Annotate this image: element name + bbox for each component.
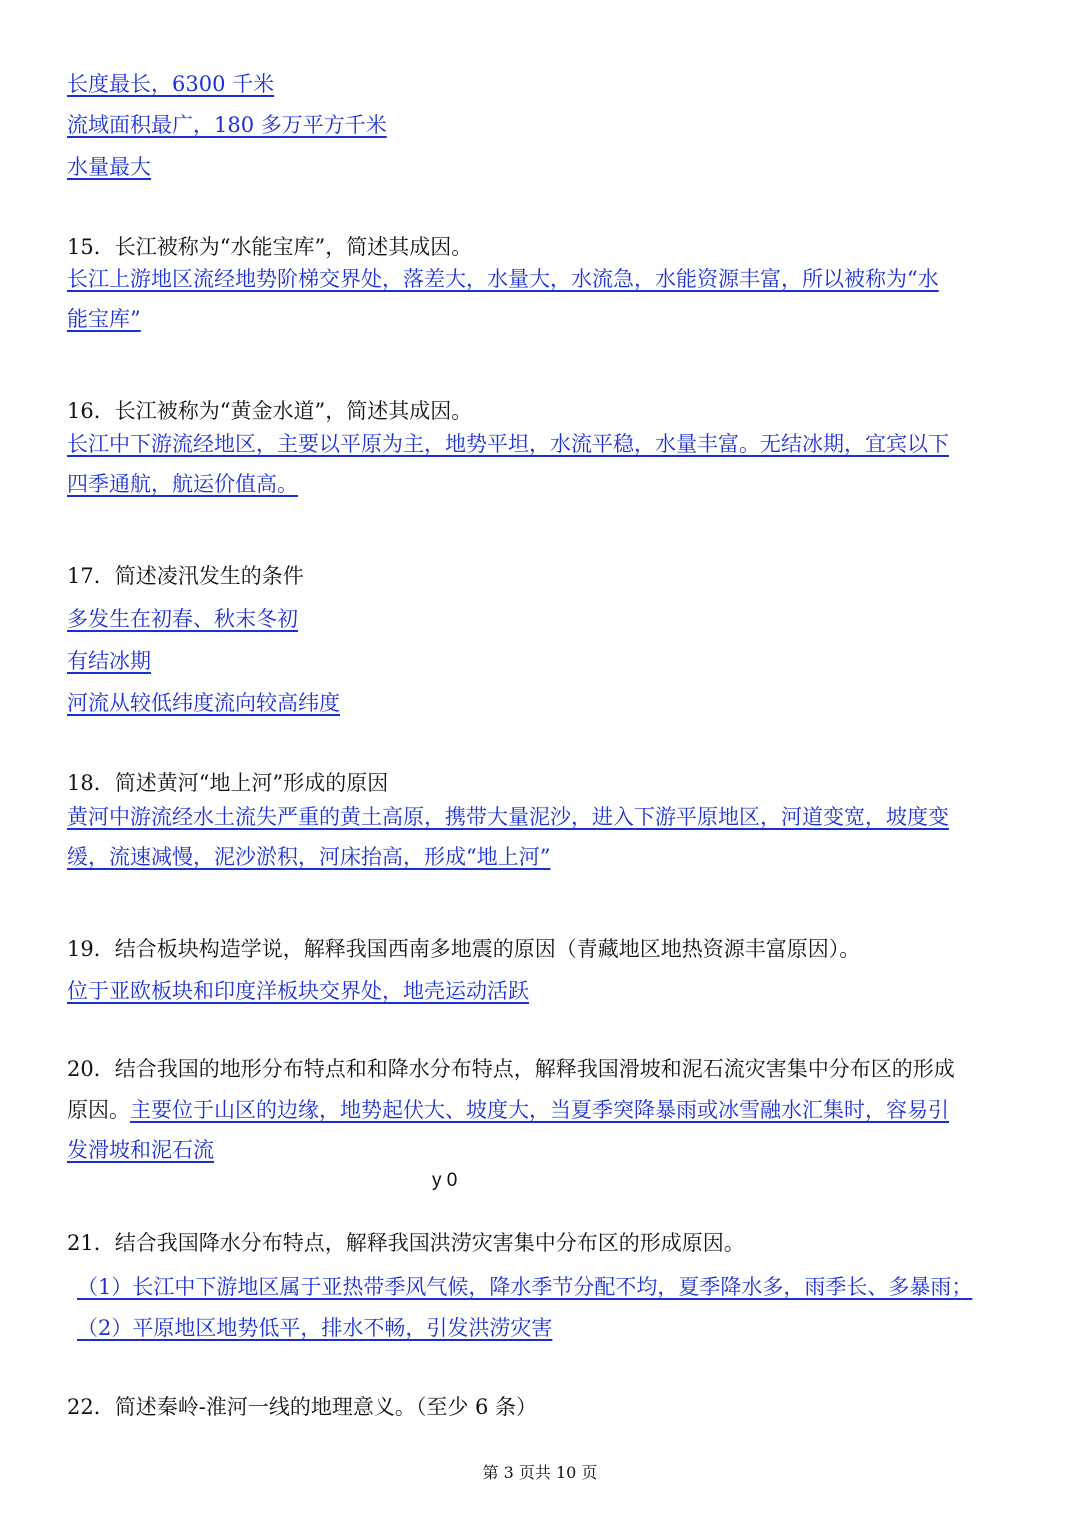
question-20: 20．结合我国的地形分布特点和和降水分布特点，解释我国滑坡和泥石流灾害集中分布区的形成 [67, 1057, 955, 1081]
top-answer-line-1: 长度最长，6300 千米 [67, 72, 275, 96]
answer-17-line-2: 有结冰期 [67, 649, 151, 673]
top-answer-line-3: 水量最大 [67, 155, 151, 179]
answer-20-part-1: 主要位于山区的边缘，地势起伏大、坡度大，当夏季突降暴雨或冰雪融水汇集时，容易引 [130, 1098, 949, 1122]
answer-16-line-2: 四季通航，航运价值高。 [67, 472, 298, 496]
answer-20-line-1 [67, 1096, 949, 1124]
answer-17-line-3: 河流从较低纬度流向较高纬度 [67, 691, 340, 715]
answer-17-line-1: 多发生在初春、秋末冬初 [67, 607, 298, 631]
answer-18-line-2: 缓，流速减慢，泥沙淤积，河床抬高，形成“地上河” [67, 845, 551, 869]
question-15: 15．长江被称为“水能宝库”，简述其成因。 [67, 235, 473, 259]
answer-18-line-1: 黄河中游流经水土流失严重的黄土高原，携带大量泥沙，进入下游平原地区，河道变宽，坡度变 [67, 805, 949, 829]
page-footer: 第 3 页共 10 页 [482, 1463, 598, 1482]
stray-mark: y 0 [432, 1170, 458, 1191]
question-18: 18．简述黄河“地上河”形成的原因 [67, 771, 389, 795]
top-answer-line-2: 流域面积最广，180 多万平方千米 [67, 113, 387, 137]
question-19: 19．结合板块构造学说，解释我国西南多地震的原因（青藏地区地热资源丰富原因）。 [67, 937, 861, 961]
question-20-continued: 原因。 [67, 1098, 130, 1122]
question-16: 16．长江被称为“黄金水道”，简述其成因。 [67, 399, 473, 423]
answer-16-line-1: 长江中下游流经地区，主要以平原为主，地势平坦，水流平稳，水量丰富。无结冰期，宜宾以下 [67, 432, 949, 456]
answer-21-line-2: （2）平原地区地势低平，排水不畅，引发洪涝灾害 [77, 1316, 553, 1340]
question-17: 17．简述凌汛发生的条件 [67, 564, 304, 588]
answer-21-line-1: （1）长江中下游地区属于亚热带季风气候，降水季节分配不均，夏季降水多，雨季长、多暴雨； [77, 1275, 973, 1299]
answer-19-line-1: 位于亚欧板块和印度洋板块交界处，地壳运动活跃 [67, 979, 529, 1003]
question-21: 21．结合我国降水分布特点，解释我国洪涝灾害集中分布区的形成原因。 [67, 1231, 745, 1255]
question-22: 22．简述秦岭-淮河一线的地理意义。（至少 6 条） [67, 1395, 538, 1419]
answer-15-line-1: 长江上游地区流经地势阶梯交界处，落差大，水量大，水流急，水能资源丰富，所以被称为“水 [67, 267, 939, 291]
answer-20-line-2: 发滑坡和泥石流 [67, 1138, 214, 1162]
answer-15-line-2: 能宝库” [67, 307, 141, 331]
